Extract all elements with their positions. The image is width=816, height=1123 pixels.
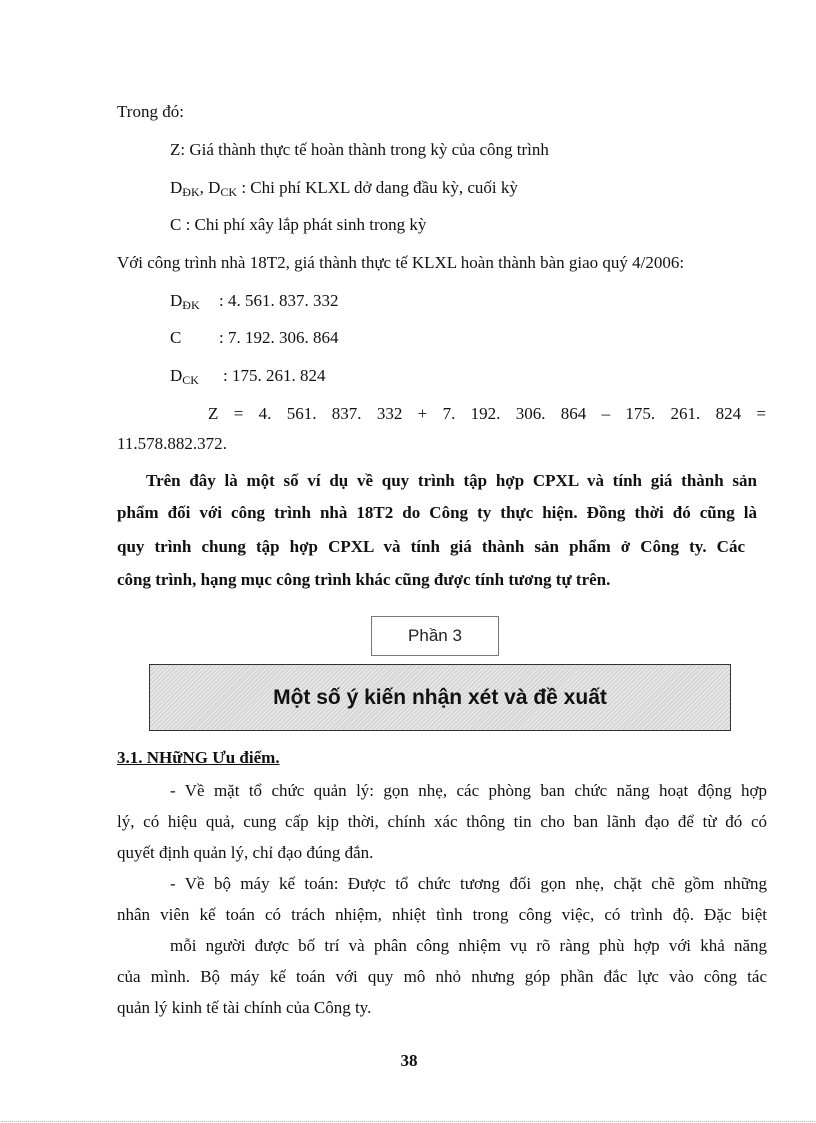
project-intro: Với công trình nhà 18T2, giá thành thực tế KLXL hoàn thành bàn giao quý 4/2006: bbox=[117, 253, 685, 272]
management-line: lý, có hiệu quả, cung cấp kịp thời, chính xác thông tin cho ban lãnh đạo để từ đó có bbox=[117, 812, 767, 831]
accounting-line: của mình. Bộ máy kế toán với quy mô nhỏ nhưng góp phần đắc lực vào công tác bbox=[117, 967, 767, 986]
section-heading: 3.1. NHữNG Ưu điểm. bbox=[117, 748, 280, 767]
formula-line-1: Z = 4. 561. 837. 332 + 7. 192. 306. 864 – 175. 261. 824 = bbox=[208, 404, 766, 423]
definition-d-mid: , D bbox=[199, 178, 221, 197]
management-line: - Về mặt tổ chức quản lý: gọn nhẹ, các phòng ban chức năng hoạt động hợp bbox=[170, 781, 767, 800]
accounting-line: quản lý kinh tế tài chính của Công ty. bbox=[117, 998, 372, 1017]
summary-line: công trình, hạng mục công trình khác cũng được tính tương tự trên. bbox=[117, 570, 611, 589]
accounting-line: mỗi người được bố trí và phân công nhiệm vụ rõ ràng phù hợp với khả năng bbox=[170, 936, 767, 955]
banner-title: Một số ý kiến nhận xét và đề xuất bbox=[273, 685, 607, 709]
definition-z: Z: Giá thành thực tế hoàn thành trong kỳ của công trình bbox=[170, 140, 549, 159]
summary-line: phẩm đối với công trình nhà 18T2 do Công ty thực hiện. Đồng thời đó cũng là bbox=[117, 503, 757, 522]
definition-d-text: : Chi phí KLXL dở dang đầu kỳ, cuối kỳ bbox=[237, 178, 518, 197]
value-dk-sub: ĐK bbox=[182, 298, 200, 312]
value-ck-sub: CK bbox=[182, 373, 199, 387]
value-dk-label: D bbox=[170, 291, 183, 310]
value-c-label: C bbox=[170, 328, 182, 347]
value-row-ck bbox=[170, 366, 199, 388]
definition-d bbox=[170, 178, 518, 200]
accounting-line: nhân viên kế toán có trách nhiệm, nhiệt tình trong công việc, có trình độ. Đặc biệt bbox=[117, 905, 767, 924]
value-ck-label: D bbox=[170, 366, 183, 385]
value-ck: : 175. 261. 824 bbox=[223, 366, 326, 385]
page-number: 38 bbox=[400, 1051, 418, 1070]
summary-line: Trên đây là một số ví dụ về quy trình tập hợp CPXL và tính giá thành sản bbox=[146, 471, 757, 490]
definition-c: C : Chi phí xây lắp phát sinh trong kỳ bbox=[170, 215, 427, 234]
value-dk: : 4. 561. 837. 332 bbox=[219, 291, 339, 310]
definition-d-sub-ck: CK bbox=[220, 185, 238, 199]
section-banner bbox=[149, 664, 731, 731]
value-row-dk bbox=[170, 291, 200, 313]
accounting-line: - Về bộ máy kế toán: Được tổ chức tương đối gọn nhẹ, chặt chẽ gồm những bbox=[170, 874, 767, 893]
bottom-divider bbox=[1, 1121, 816, 1122]
formula-line-2: 11.578.882.372. bbox=[117, 434, 227, 453]
definition-d-sub-dk: ĐK bbox=[182, 185, 200, 199]
intro-text: Trong đó: bbox=[117, 102, 184, 121]
value-c: : 7. 192. 306. 864 bbox=[219, 328, 339, 347]
summary-line: quy trình chung tập hợp CPXL và tính giá thành sản phẩm ở Công ty. Các bbox=[117, 537, 745, 556]
definition-d-letter-1: D bbox=[170, 178, 183, 197]
part-label-box bbox=[371, 616, 499, 656]
part-label: Phần 3 bbox=[408, 626, 462, 645]
management-line: quyết định quản lý, chỉ đạo đúng đắn. bbox=[117, 843, 374, 862]
